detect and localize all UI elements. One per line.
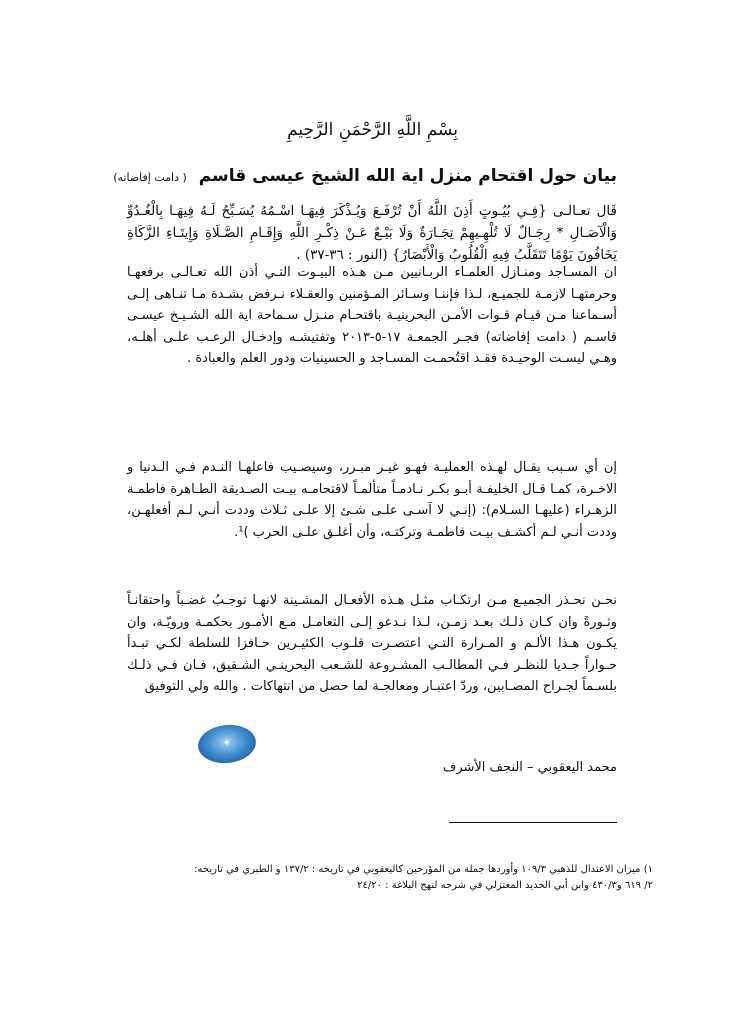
- footnote: [93, 862, 653, 894]
- signature: محمد اليعقوبي – النجف الأشرف: [442, 760, 617, 775]
- seal-stamp: ✦: [196, 722, 258, 766]
- title-text: بيان حول اقتحام منزل اية الله الشيخ عيسى قاسم: [198, 166, 617, 186]
- footnote-line-1: ١) ميزان الاعتدال للذهبي ١٠٩/٣ وأوردها جملة من المؤرخين كاليعقوبي في تاريخه : ١٣٧/٢ و الطبري في تاريخه:: [194, 864, 653, 875]
- footnote-divider: [449, 822, 617, 823]
- title-honorific: ( دامت إفاضاته): [113, 171, 187, 184]
- paragraph-1: ان المسـاجد ومنـازل العلمـاء الربـانيين مـن هـذه البيـوت التـي أذن الله تعـالـى برفعهـا وحرمتهـا لازمـة للجميـع، لـذا فإننـا وسـائر المـؤمنين والعقـلاء نـرفض بشـدة مـا تنـاهى إلـى أسـماعنا مـن قيـام قـوات الأمـن البحرينيـة باقتحـام منـزل سـماحة اية الله الشـيـخ عيسـى قاسـم ( دامت إفاضاته) فجـر الجمعـة ١٧-٥-٢٠١٣ وتفتيشـه وإدخـال الرعـب علـى أهلـه، وهـي ليسـت الوحيـدة فقـد اقتُحمـت المسـاجد و الحسينيات ودور العلم والعبادة .: [127, 265, 618, 366]
- footnote-line-2: ٢/ ٦١٩ و٤٣٠/٣ وابن أبي الحديد المعتزلي في شرحه لنهج البلاغة : ٢٤/٢٠: [357, 880, 653, 891]
- quran-paragraph: قَال تعـالـى {فِـي بُيُـوتٍ أَذِنَ اللَّهُ أَنْ تُرْفَـعَ وَيُـذْكَرَ فِيهَـا اسْـمُهُ يُسَـبِّحُ لَـهُ فِيهَـا بِالْغُـدُوِّ وَالْآصَـالِ * رِجَـالٌ لَا تُلْهِـيهِمْ تِجَـارَةٌ وَلَا بَيْـعٌ عَـنْ ذِكْـرِ اللَّهِ وَإِقَـامِ الصَّـلَاةِ وَإِيتَـاءِ الزَّكَاةِ يَخَافُونَ يَوْمًا تَتَقَلَّبُ فِيهِ الْقُلُوبُ وَالْأَبْصَارُ} (النور : ٣٦-٣٧) .: [127, 203, 617, 263]
- basmala: بِسْمِ اللَّهِ الرَّحْمَنِ الرَّحِيمِ: [287, 120, 458, 140]
- paragraph-2: إن أي سـبب يقـال لهـذه العمليـة فهـو غيـر مبـرر، وسيصـيب فاعلهـا النـدم فـي الـدنيا و الاخـرة، كمـا قـال الخليفـة أبـو بكـر نـادمـاً متألمـاً لاقتحامـه بيـت الصـديقة الطـاهرة فاطمـة الزهـراء (عليهـا السـلام): (إنـي لا آسـى علـى شـئ إلا علـى ثـلاث وددت أنـي لـم أفعلهـن، وددت أنـي لـم أكشـف بيـت فاطمـة وتركتـه، وأن أغلـق علـى الحرب )¹.: [127, 460, 617, 540]
- paragraph-3: نحـن نحـذر الجميـع مـن ارتكـاب مثـل هـذه الأفعـال المشـينة لانهـا توجـبُ غضـباً واحتقانـاً وثـورةً وان كـان ذلـك بعـد زمـن، لـذا نـدعو إلـى التعامـل مـع الأمـور بحكمـة ورويّـة، وان يكـون هـذا الألـم و المـرارة التـي اعتصـرت قلـوب الكثيـرين حـافزا للسلطة لكـي تبـدأ حـواراً جـديا للنظـر فـي المطالـب المشـروعة للشـعب البحرينـي الشـقيق، فـان فـي ذلـك بلسـماً لجـراح المصـابين، وردّ اعتبـار ومعالجـة لما حصل من انتهاكات . والله ولي التوفيق: [127, 593, 617, 694]
- document-title: [113, 166, 617, 186]
